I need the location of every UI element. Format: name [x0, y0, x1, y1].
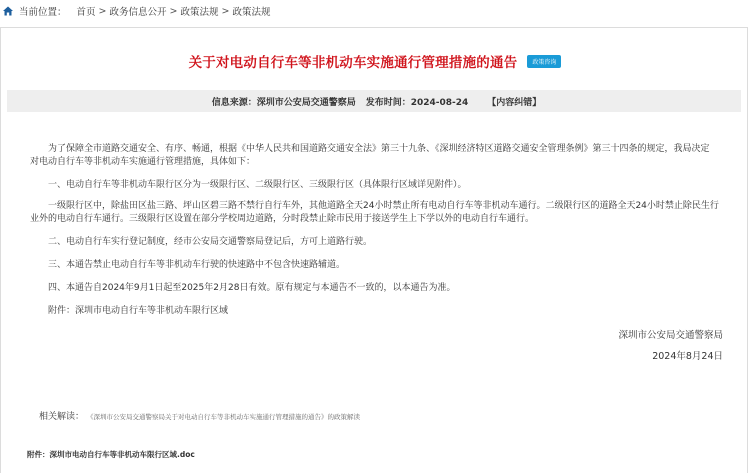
breadcrumb-gov-info[interactable]: 政务信息公开 — [109, 7, 167, 18]
paragraph-item-3: 三、本通告禁止电动自行车等非机动车行驶的快速路中不包含快速路辅道。 — [48, 260, 346, 270]
breadcrumb-policy[interactable]: 政策法规 — [180, 7, 219, 18]
home-icon[interactable] — [1, 4, 15, 18]
related-interpretation-link[interactable]: 《深圳市公安局交通警察局关于对电动自行车等非机动车实施通行管理措施的通告》的政策解读 — [87, 413, 361, 421]
issuer-signature: 深圳市公安局交通警察局 — [618, 330, 723, 341]
paragraph-item-4: 四、本通告自2024年9月1日起至2025年2月28日有效。原有规定与本通告不一致的，以本通告为准。 — [48, 283, 456, 293]
related-interpretation — [39, 409, 360, 422]
breadcrumb-home[interactable]: 首页 — [76, 7, 96, 18]
issue-date: 2024年8月24日 — [652, 351, 723, 362]
title-row — [0, 49, 750, 73]
attachment-download-link[interactable]: 附件：深圳市电动自行车等非机动车限行区域.doc — [27, 450, 195, 459]
paragraph-attachment: 附件：深圳市电动自行车等非机动车限行区域 — [48, 306, 229, 316]
breadcrumb-separator: > — [98, 5, 107, 17]
policy-consult-badge[interactable]: 政策咨询 — [527, 55, 561, 68]
paragraph-intro: 为了保障全市道路交通安全、有序、畅通，根据《中华人民共和国道路交通安全法》第三十九条、《深圳经济特区道路交通安全管理条例》第三十四条的规定，我局决定对电动自行车等非机动车实施通行管理措施，具体如下： — [30, 144, 710, 167]
article-title: 关于对电动自行车等非机动车实施通行管理措施的通告 — [188, 55, 518, 71]
breadcrumb — [0, 0, 750, 22]
breadcrumb-separator: > — [221, 5, 230, 17]
breadcrumb-separator: > — [169, 5, 178, 17]
article-meta-bar — [7, 90, 741, 112]
content-error-link[interactable]: 【内容纠错】 — [487, 97, 542, 108]
paragraph-item-1: 一、电动自行车等非机动车限行区分为一级限行区、二级限行区、三级限行区（具体限行区域详见附件）。 — [48, 180, 467, 190]
paragraph-item-1-detail: 一级限行区中，除盐田区盐三路、坪山区碧三路不禁行自行车外，其他道路全天24小时禁止所有电动自行车等非机动车通行。二级限行区的道路全天24小时禁止除民生行业外的电动自行车通行。三级限行区设置在部分学校周边道路，分时段禁止除市民用于接送学生上下学以外的电动自行车通行。 — [30, 201, 719, 224]
publish-time: 发布时间：2024-08-24 — [365, 97, 469, 108]
article-body — [30, 143, 750, 318]
related-label: 相关解读： — [39, 412, 85, 422]
paragraph-item-2: 二、电动自行车实行登记制度，经市公安局交通警察局登记后，方可上道路行驶。 — [48, 237, 373, 247]
breadcrumb-prefix: 当前位置： — [19, 7, 67, 18]
info-source: 信息来源：深圳市公安局交通警察局 — [211, 97, 356, 108]
breadcrumb-policy-current[interactable]: 政策法规 — [232, 7, 271, 18]
